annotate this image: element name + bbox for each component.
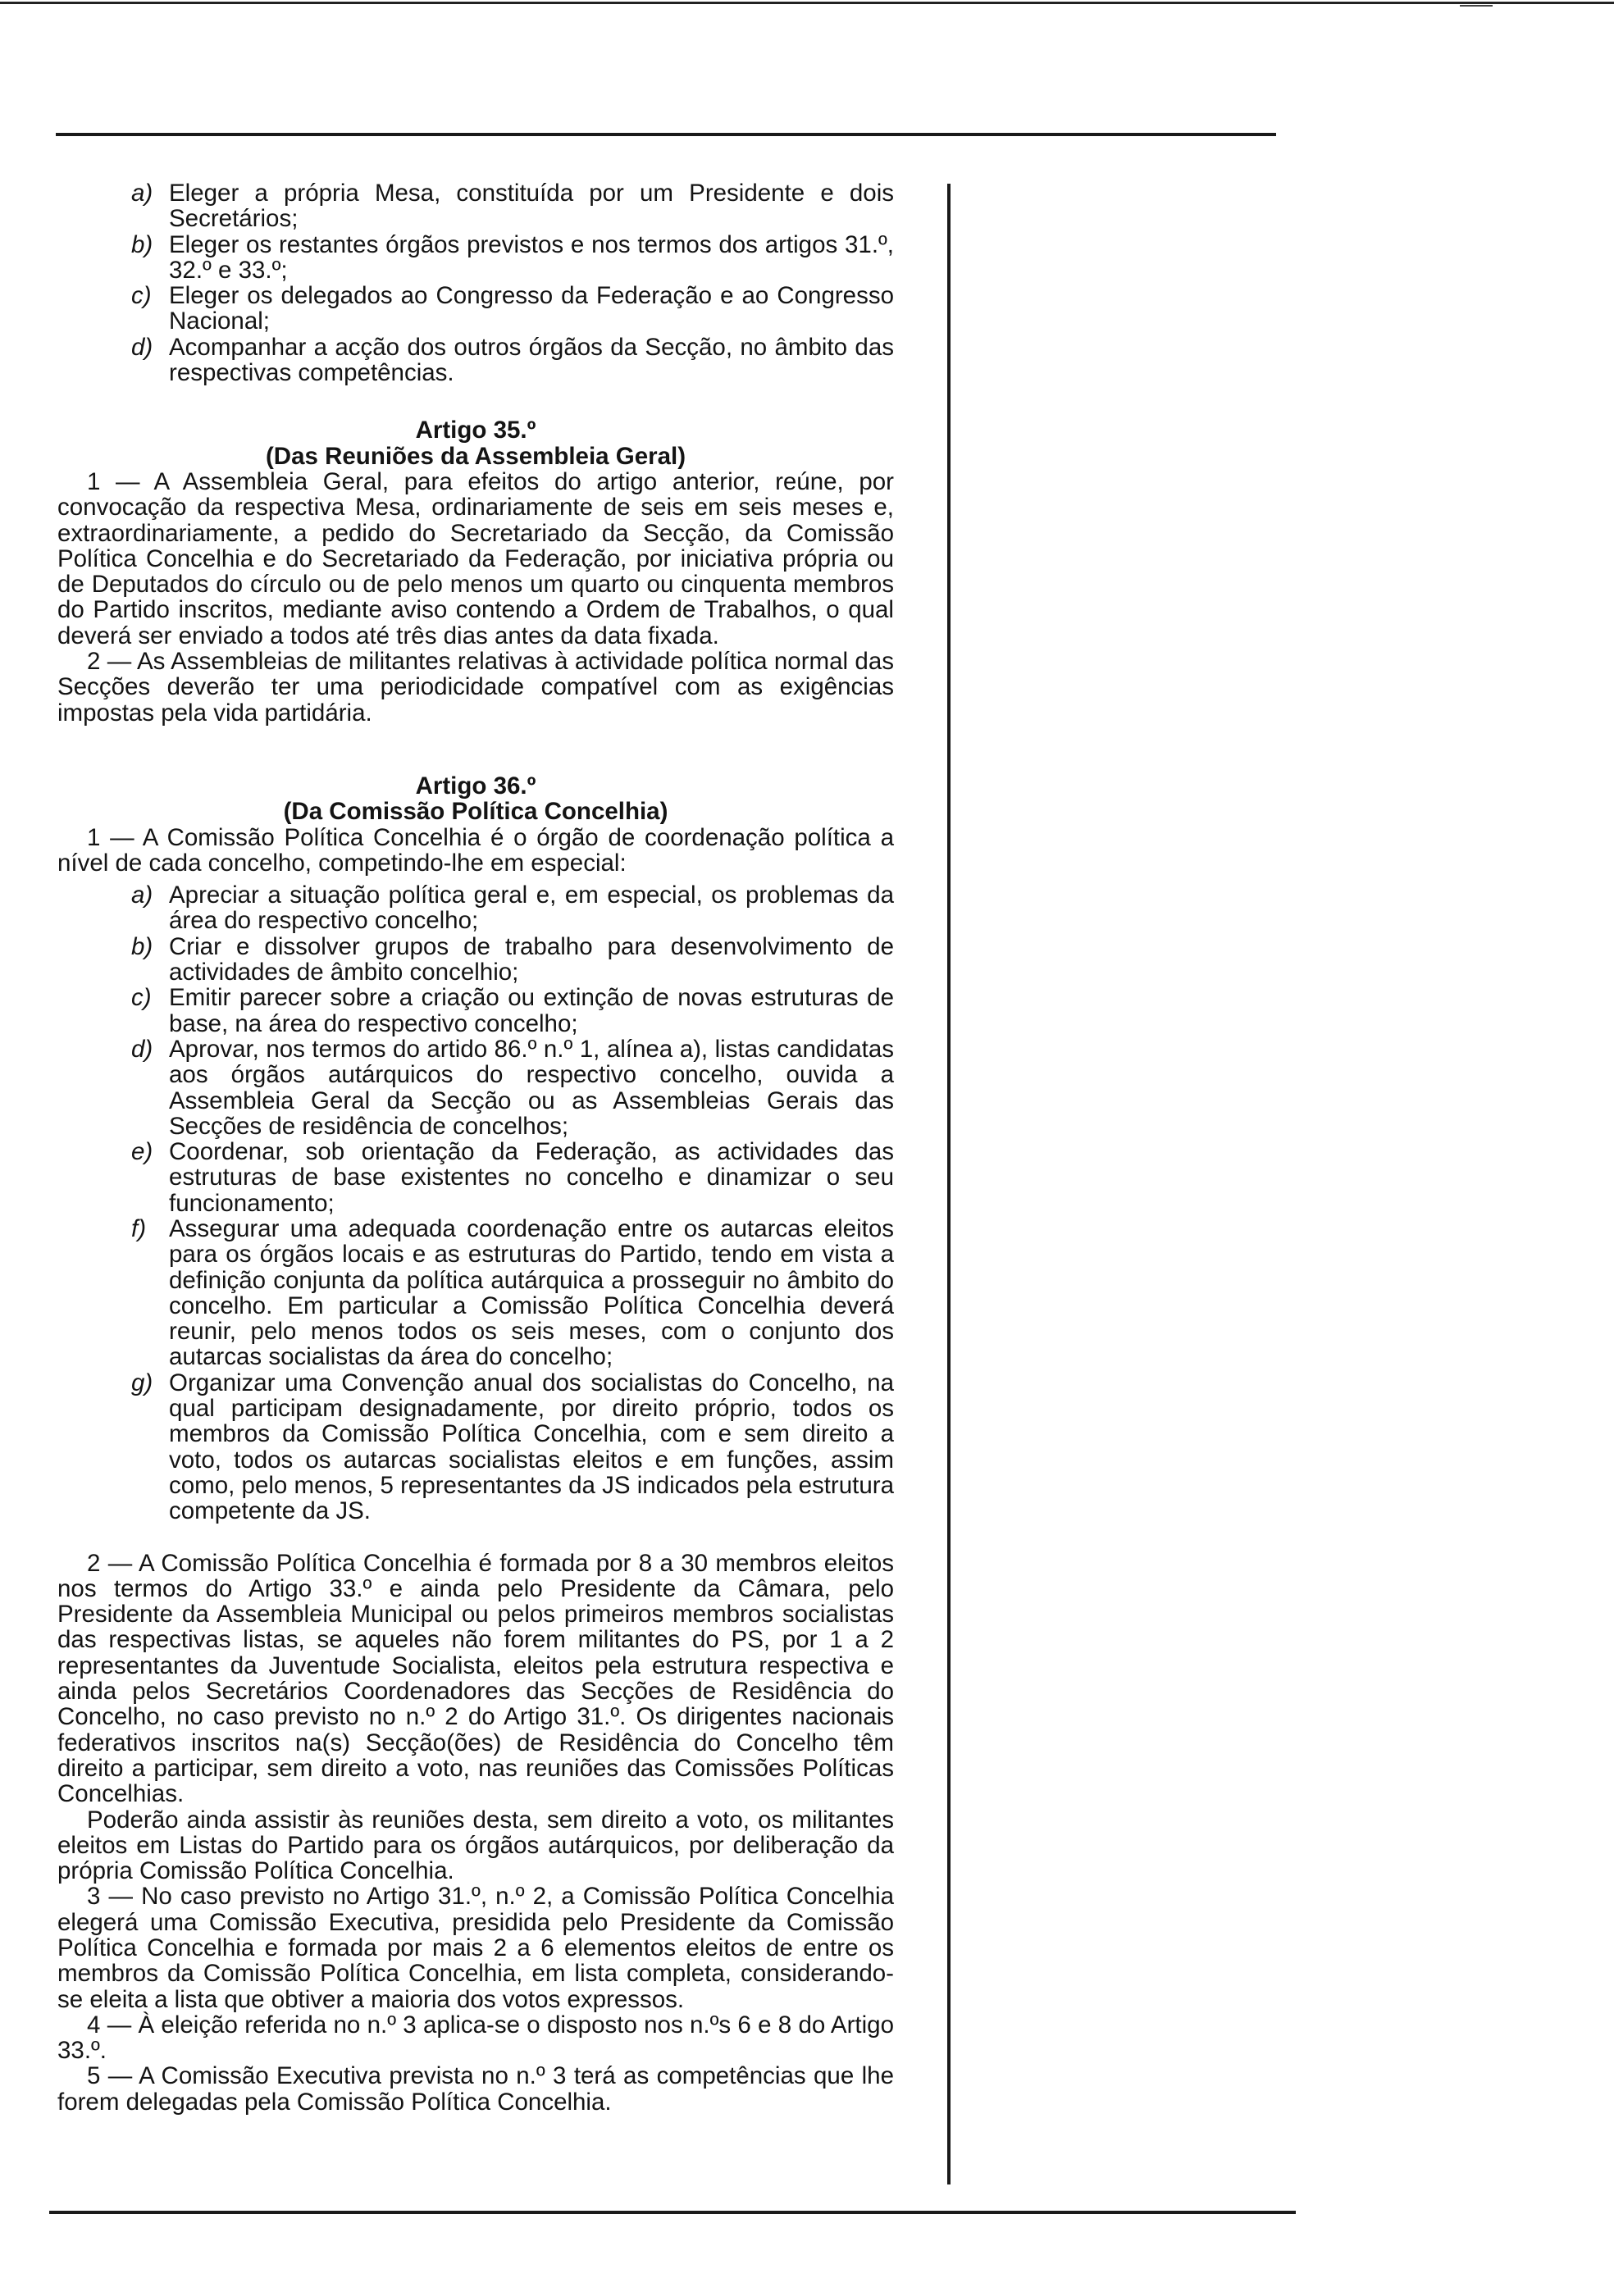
list-item	[57, 985, 894, 1036]
item-text: Eleger a própria Mesa, constituída por um Presidente e dois Secretários;	[169, 180, 894, 233]
article-36-paragraph-3: 3 — No caso previsto no Artigo 31.º, n.º 2, a Comissão Política Concelhia elegerá uma Comissão Executiva, presidida pelo Presidente da Comissão Política Concelhia e formada por mais 2 a 6 elementos eleitos de entre os membros da Comissão Política Concelhia, em lista completa, considerando-se eleita a lista que obtiver a maioria dos votos expressos.	[57, 1883, 894, 2013]
article-36-subtitle: (Da Comissão Política Concelhia)	[283, 798, 668, 826]
item-marker: f)	[131, 1214, 147, 1242]
item-marker: d)	[131, 1035, 153, 1063]
list-item	[57, 934, 894, 986]
top-right-mark	[1460, 5, 1493, 7]
item-text: Organizar uma Convenção anual dos socialistas do Concelho, na qual participam designadamente, por direito próprio, todos os membros da Comissão Política Concelhia, com e sem direito a voto, todos os autarcas socialistas eleitos e em funções, assim como, pelo menos, 5 representantes da JS indicados pela estrutura competente da JS.	[169, 1369, 894, 1525]
header-rule	[56, 133, 1276, 136]
article-35-title: Artigo 35.º	[415, 417, 536, 444]
list-item	[57, 882, 894, 934]
list-item	[57, 283, 894, 335]
item-text: Apreciar a situação política geral e, em especial, os problemas da área do respectivo concelho;	[169, 882, 894, 935]
item-marker: a)	[131, 882, 153, 909]
item-text: Eleger os delegados ao Congresso da Federação e ao Congresso Nacional;	[169, 282, 894, 335]
article-35-subtitle: (Das Reuniões da Assembleia Geral)	[265, 442, 686, 470]
list-a	[57, 180, 894, 385]
column-divider	[947, 184, 951, 2184]
item-marker: c)	[131, 282, 152, 310]
item-text: Assegurar uma adequada coordenação entre os autarcas eleitos para os órgãos locais e as estruturas do Partido, tendo em vista a definição conjunta da política autárquica a prosseguir no âmbito do concelho. Em particular a Comissão Política Concelhia deverá reunir, pelo menos todos os seis meses, com o conjunto dos autarcas socialistas da área do concelho;	[169, 1214, 894, 1371]
footer-rule	[49, 2211, 1296, 2214]
item-marker: g)	[131, 1369, 153, 1396]
text-column	[57, 180, 894, 2115]
article-36-paragraph-2: 2 — A Comissão Política Concelhia é formada por 8 a 30 membros eleitos nos termos do Artigo 33.º e ainda pelo Presidente da Câmara, pelo Presidente da Assembleia Municipal ou pelos primeiros membros socialistas das respectivas listas, se aqueles não forem militantes do PS, por 1 a 2 representantes da Juventude Socialista, eleitos pela estrutura respectiva e ainda pelos Secretários Coordenadores das Secções de Residência do Concelho, no caso previsto no n.º 2 do Artigo 31.º. Os dirigentes nacionais federativos inscritos na(s) Secção(ões) de Residência do Concelho têm direito a participar, sem direito a voto, nas reuniões das Comissões Políticas Concelhias.	[57, 1549, 894, 1808]
item-marker: a)	[131, 180, 153, 207]
top-border-line	[0, 2, 1614, 4]
item-text: Acompanhar a acção dos outros órgãos da Secção, no âmbito das respectivas competências.	[169, 333, 894, 387]
list-item	[57, 335, 894, 386]
article-35-paragraph-1: 1 — A Assembleia Geral, para efeitos do artigo anterior, reúne, por convocação da respectiva Mesa, ordinariamente de seis em seis meses e, extraordinariamente, a pedido do Secretariado da Secção, da Comissão Política Concelhia e do Secretariado da Federação, por iniciativa própria ou de Deputados do círculo ou de pelo menos um quarto ou cinquenta membros do Partido inscritos, mediante aviso contendo a Ordem de Trabalhos, o qual deverá ser enviado a todos até três dias antes da data fixada.	[57, 467, 894, 649]
article-36-title: Artigo 36.º	[415, 772, 536, 800]
list-item	[57, 1370, 894, 1524]
list-item	[57, 1036, 894, 1139]
article-36-paragraph-4: 4 — À eleição referida no n.º 3 aplica-se o disposto nos n.ºs 6 e 8 do Artigo 33.º.	[57, 2011, 894, 2065]
list-item	[57, 232, 894, 284]
item-text: Emitir parecer sobre a criação ou extinção de novas estruturas de base, na área do respectivo concelho;	[169, 984, 894, 1037]
article-36-intro: 1 — A Comissão Política Concelhia é o órgão de coordenação política a nível de cada concelho, competindo-lhe em especial:	[57, 823, 894, 877]
list-b	[57, 882, 894, 1524]
item-marker: b)	[131, 932, 153, 960]
item-text: Aprovar, nos termos do artido 86.º n.º 1, alínea a), listas candidatas aos órgãos autárquicos do respectivo concelho, ouvida a Assembleia Geral da Secção ou as Assembleias Gerais das Secções de residência de concelhos;	[169, 1035, 894, 1140]
item-text: Coordenar, sob orientação da Federação, as actividades das estruturas de base existentes no concelho e dinamizar o seu funcionamento;	[169, 1138, 894, 1217]
article-36-paragraph-observers: Poderão ainda assistir às reuniões desta, sem direito a voto, os militantes eleitos em Listas do Partido para os órgãos autárquicos, por deliberação da própria Comissão Política Concelhia.	[57, 1806, 894, 1885]
item-text: Criar e dissolver grupos de trabalho para desenvolvimento de actividades de âmbito concelhio;	[169, 932, 894, 986]
item-marker: d)	[131, 333, 153, 361]
item-marker: e)	[131, 1138, 153, 1166]
list-item	[57, 1216, 894, 1370]
article-35-paragraph-2: 2 — As Assembleias de militantes relativas à actividade política normal das Secções deverão ter uma periodicidade compatível com as exigências impostas pela vida partidária.	[57, 648, 894, 727]
item-text: Eleger os restantes órgãos previstos e nos termos dos artigos 31.º, 32.º e 33.º;	[169, 230, 894, 284]
article-36-paragraph-5: 5 — A Comissão Executiva prevista no n.º 3 terá as competências que lhe forem delegadas pela Comissão Política Concelhia.	[57, 2062, 894, 2116]
list-item	[57, 1139, 894, 1216]
item-marker: b)	[131, 230, 153, 258]
item-marker: c)	[131, 984, 152, 1012]
list-item	[57, 180, 894, 232]
